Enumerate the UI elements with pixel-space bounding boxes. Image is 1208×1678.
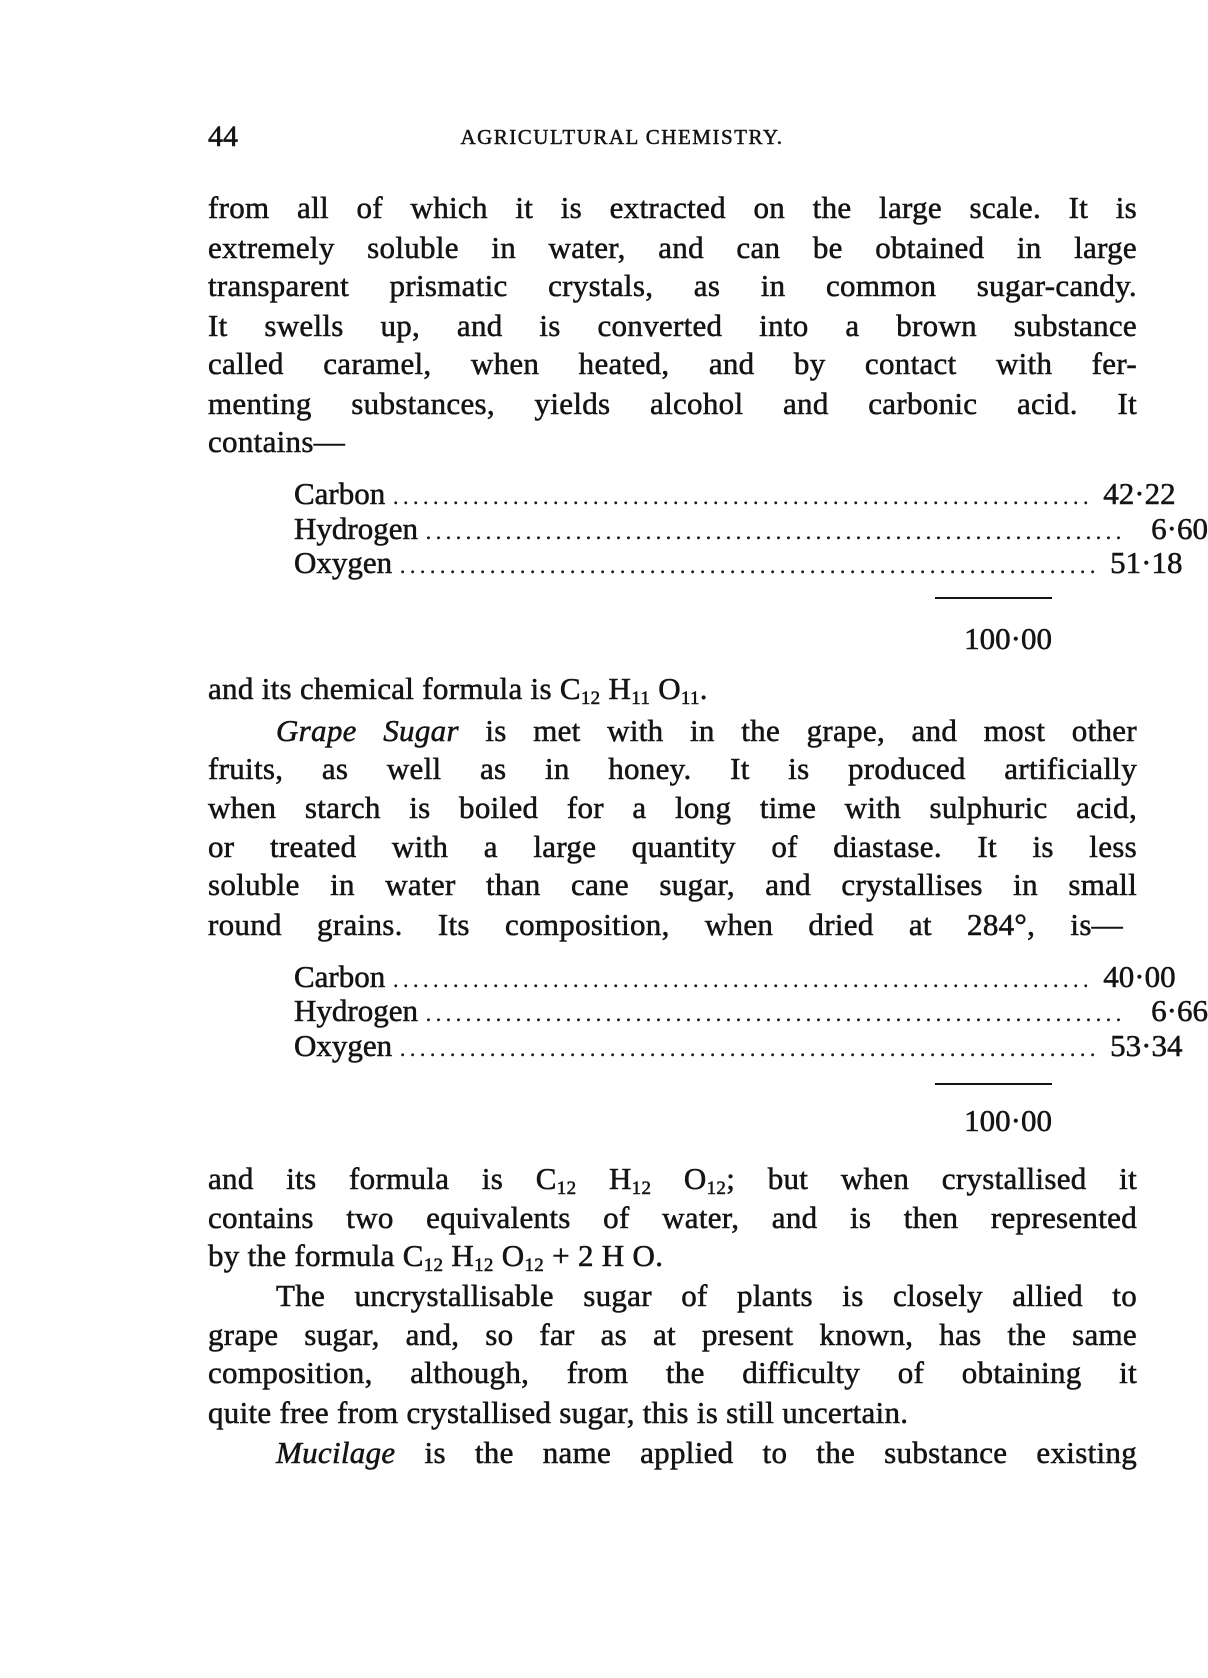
table-row (294, 476, 1176, 512)
element-symbol: C (535, 1161, 557, 1196)
element-label: Hydrogen (294, 993, 418, 1028)
formula-suffix: ; but when crystallised it (726, 1161, 1137, 1196)
text-line: called caramel, when heated, and by contact with fer- (208, 346, 1137, 381)
italic-term: Mucilage (276, 1435, 396, 1470)
element-label: Oxygen (294, 1028, 393, 1063)
element-value: 53·34 (1110, 1028, 1183, 1063)
formula-suffix: + 2 H O. (544, 1238, 664, 1273)
text-line: soluble in water than cane sugar, and crystallises in small (208, 867, 1137, 902)
element-symbol: O (501, 1238, 525, 1273)
dot-leader: ...................................................................... (400, 1039, 1101, 1061)
running-title: AGRICULTURAL CHEMISTRY. (460, 125, 784, 149)
element-value: 42·22 (1103, 476, 1176, 511)
page-number: 44 (208, 120, 238, 153)
subscript: 12 (556, 1178, 577, 1199)
element-value: 6·60 (1151, 511, 1208, 546)
subscript: 12 (474, 1255, 494, 1276)
element-symbol: H (451, 1238, 475, 1273)
formula-prefix: and its chemical formula is (208, 671, 560, 706)
table-row (294, 959, 1176, 995)
text-line: composition, although, from the difficulty of obtaining it (208, 1355, 1137, 1390)
text-line: It swells up, and is converted into a brown substance (208, 308, 1137, 343)
text-line: contains— (208, 424, 346, 459)
element-value: 6·66 (1151, 993, 1208, 1028)
text-line: fruits, as well as in honey. It is produced artificially (208, 751, 1137, 786)
text-line: quite free from crystallised sugar, this is still uncertain. (208, 1395, 909, 1430)
subscript: 11 (631, 688, 651, 709)
text-line: menting substances, yields alcohol and carbonic acid. It (208, 386, 1137, 421)
subscript: 11 (680, 688, 700, 709)
element-label: Hydrogen (294, 511, 418, 546)
text-line (276, 711, 1137, 751)
element-value: 51·18 (1110, 545, 1183, 580)
paragraph-mucilage (276, 1433, 1137, 1473)
subscript: 12 (524, 1255, 545, 1276)
text-line: transparent prismatic crystals, as in common sugar-candy. (208, 268, 1137, 303)
table-row (294, 993, 1208, 1029)
dot-leader: ...................................................................... (425, 522, 1126, 544)
element-symbol: O (658, 671, 681, 706)
dot-leader: ...................................................................... (393, 970, 1094, 992)
element-label: Carbon (294, 959, 386, 994)
text-line: contains two equivalents of water, and is then represented (208, 1200, 1137, 1235)
element-symbol: C (402, 1238, 424, 1273)
sum-rule (935, 597, 1052, 599)
text-line: grape sugar, and, so far as at present known, has the same (208, 1317, 1137, 1352)
element-symbol: O (683, 1161, 707, 1196)
dot-leader: ...................................................................... (400, 556, 1101, 578)
element-symbol: H (608, 671, 632, 706)
subscript: 12 (580, 688, 601, 709)
text-line: round grains. Its composition, when dried at 284°, is— (208, 907, 1123, 942)
text-span: is met with in the grape, and most other (458, 713, 1137, 748)
text-line: from all of which it is extracted on the large scale. It is (208, 190, 1137, 225)
text-line: when starch is boiled for a long time with sulphuric acid, (208, 790, 1137, 825)
subscript: 12 (706, 1178, 727, 1199)
element-label: Carbon (294, 476, 386, 511)
formula-suffix: . (699, 671, 708, 706)
table-row (294, 545, 1183, 581)
formula-prefix: by the formula (208, 1238, 403, 1273)
table-total: 100·00 (964, 621, 1052, 656)
text-span: is the name applied to the substance existing (395, 1435, 1137, 1470)
dot-leader: ...................................................................... (425, 1004, 1126, 1026)
formula-line (208, 1236, 1137, 1276)
subscript: 12 (423, 1255, 444, 1276)
element-symbol: C (559, 671, 581, 706)
element-value: 40·00 (1103, 959, 1176, 994)
subscript: 12 (631, 1178, 652, 1199)
formula-prefix: and its formula is (208, 1161, 536, 1196)
formula-line (208, 669, 1137, 709)
formula-line (208, 1159, 1137, 1199)
table-total: 100·00 (964, 1103, 1052, 1138)
element-label: Oxygen (294, 545, 393, 580)
text-line: The uncrystallisable sugar of plants is closely allied to (276, 1278, 1137, 1313)
text-line: extremely soluble in water, and can be obtained in large (208, 230, 1137, 265)
italic-term: Grape Sugar (276, 713, 459, 748)
dot-leader: ...................................................................... (393, 487, 1094, 509)
table-row (294, 1028, 1183, 1064)
text-line: or treated with a large quantity of diastase. It is less (208, 829, 1137, 864)
element-symbol: H (608, 1161, 632, 1196)
table-row (294, 511, 1208, 547)
sum-rule (935, 1083, 1052, 1085)
